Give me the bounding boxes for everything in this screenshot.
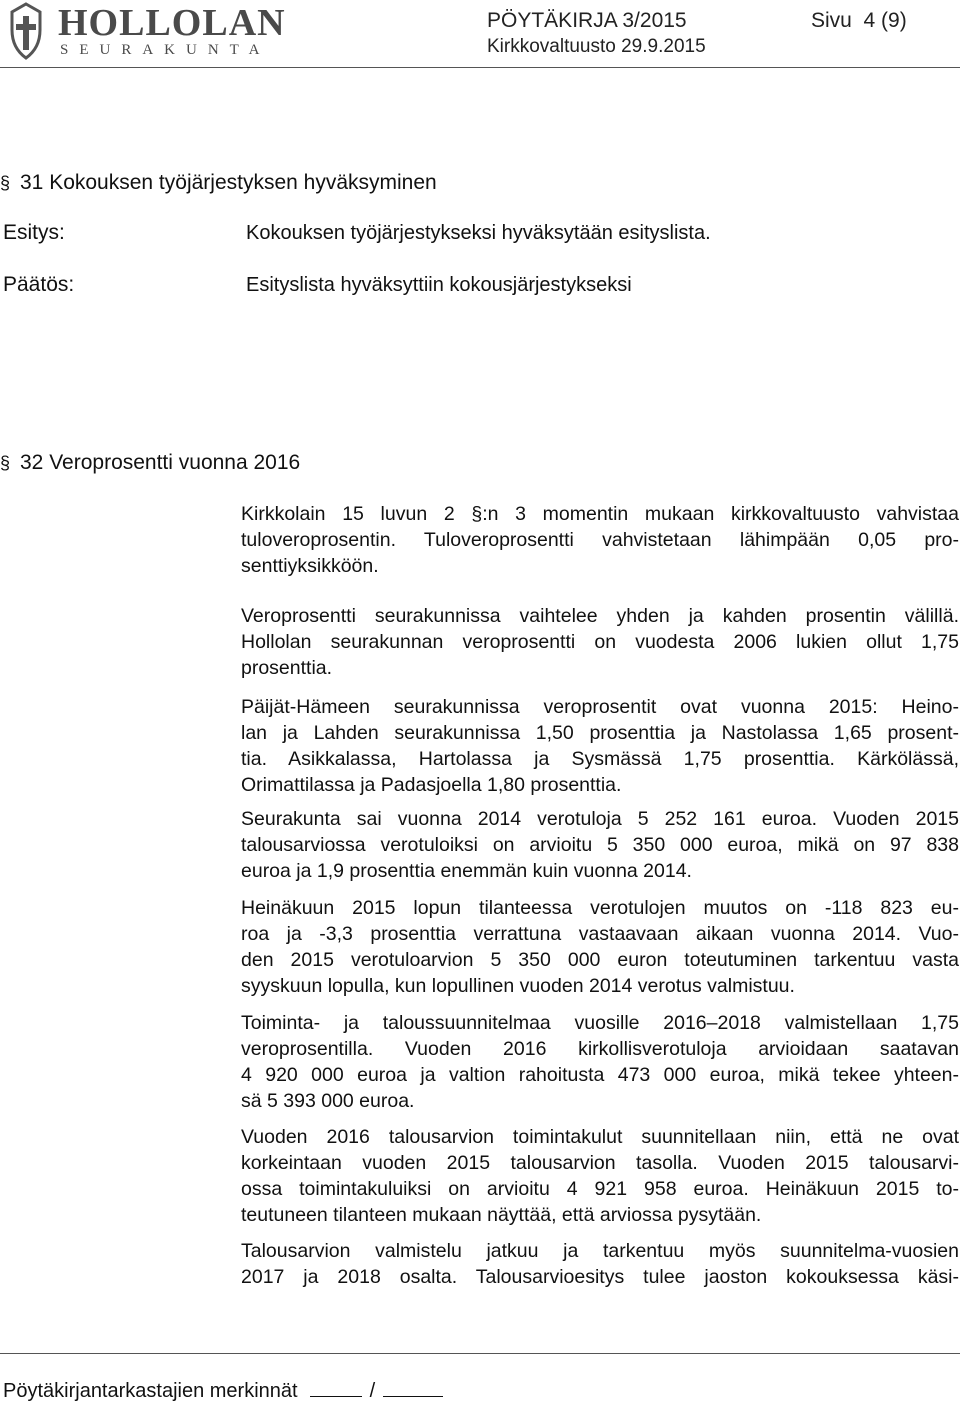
- paragraph-line: Seurakunta sai vuonna 2014 verotuloja 5 252 161 euroa. Vuoden 2015: [241, 808, 959, 830]
- paragraph-3: [241, 694, 959, 798]
- paragraph-line: tuloveroprosentin. Tuloveroprosentti vahvistetaan lähimpään 0,05 pro-: [241, 529, 959, 551]
- paragraph-7: [241, 1124, 959, 1228]
- page-header: [0, 0, 960, 70]
- logo-subtitle: SEURAKUNTA: [60, 42, 271, 58]
- paragraph-line: 2017 ja 2018 osalta. Talousarvioesitys tulee jaoston kokouksessa käsi-: [241, 1266, 959, 1288]
- paragraph-line: den 2015 verotuloarvion 5 350 000 euron toteutuminen tarkentuu vasta: [241, 949, 959, 971]
- paragraph-line: Vuoden 2016 talousarvion toimintakulut suunnitellaan niin, että ne ovat: [241, 1126, 959, 1148]
- paragraph-line: prosenttia.: [241, 657, 333, 679]
- section-32-heading: [0, 450, 300, 476]
- paragraph-6: [241, 1010, 959, 1114]
- paragraph-line: lan ja Lahden seurakunnissa 1,50 prosenttia ja Nastolassa 1,65 prosent-: [241, 722, 959, 744]
- esitys-text: Kokouksen työjärjestykseksi hyväksytään esityslista.: [246, 222, 711, 244]
- logo-name: HOLLOLAN: [58, 2, 286, 44]
- section-31-heading: [0, 170, 437, 196]
- church-cross-logo-icon: [2, 2, 50, 60]
- paatos-text: Esityslista hyväksyttiin kokousjärjestykseksi: [246, 274, 632, 296]
- footer-label: Pöytäkirjantarkastajien merkinnät: [3, 1380, 298, 1402]
- section-31-title: 31 Kokouksen työjärjestyksen hyväksyminen: [20, 171, 437, 194]
- paragraph-line: syyskuun lopulla, kun lopullinen vuoden 2014 verotus valmistuu.: [241, 975, 795, 997]
- footer: [3, 1380, 443, 1403]
- paragraph-line: Veroprosentti seurakunnissa vaihtelee yhden ja kahden prosentin välillä.: [241, 605, 959, 627]
- paragraph-line: teutuneen tilanteen mukaan näyttää, että arviossa pysytään.: [241, 1204, 762, 1226]
- footer-divider: [0, 1353, 960, 1354]
- document-title: PÖYTÄKIRJA 3/2015: [487, 9, 687, 32]
- initials-blank-2: [383, 1380, 443, 1397]
- paragraph-line: veroprosentilla. Vuoden 2016 kirkollisverotuloja arvioidaan saatavan: [241, 1038, 959, 1060]
- paragraph-line: Hollolan seurakunnan veroprosentti on vuodesta 2006 lukien ollut 1,75: [241, 631, 959, 653]
- paragraph-8: [241, 1238, 959, 1290]
- initials-blank-1: [310, 1380, 362, 1397]
- section-sign-icon: §: [0, 173, 11, 193]
- footer-slash: /: [369, 1380, 376, 1402]
- paragraph-1: [241, 501, 959, 579]
- paragraph-line: Heinäkuun 2015 lopun tilanteessa verotulojen muutos on -118 823 eu-: [241, 897, 959, 919]
- paragraph-2: [241, 603, 959, 681]
- paatos-label: Päätös:: [3, 273, 75, 296]
- paragraph-line: Orimattilassa ja Padasjoella 1,80 prosenttia.: [241, 774, 622, 796]
- paragraph-line: euroa ja 1,9 prosenttia enemmän kuin vuonna 2014.: [241, 860, 692, 882]
- paragraph-line: Päijät-Hämeen seurakunnissa veroprosentit ovat vuonna 2015: Heino-: [241, 696, 959, 718]
- section-32-title: 32 Veroprosentti vuonna 2016: [20, 451, 301, 474]
- paragraph-line: talousarviossa verotuloiksi on arvioitu 5 350 000 euroa, mikä on 97 838: [241, 834, 959, 856]
- page-number: Sivu 4 (9): [811, 9, 907, 32]
- paragraph-line: Talousarvion valmistelu jatkuu ja tarkentuu myös suunnitelma-vuosien: [241, 1240, 959, 1262]
- paragraph-line: roa ja -3,3 prosenttia verrattuna vastaavaan aikaan vuonna 2014. Vuo-: [241, 923, 959, 945]
- paragraph-line: ossa toimintakuluiksi on arvioitu 4 921 958 euroa. Heinäkuun 2015 to-: [241, 1178, 959, 1200]
- header-divider: [0, 67, 960, 68]
- document-subtitle: Kirkkovaltuusto 29.9.2015: [487, 36, 706, 57]
- paragraph-5: [241, 895, 959, 999]
- paragraph-line: Kirkkolain 15 luvun 2 §:n 3 momentin mukaan kirkkovaltuusto vahvistaa: [241, 503, 959, 525]
- paragraph-line: 4 920 000 euroa ja valtion rahoitusta 473 000 euroa, mikä tekee yhteen-: [241, 1064, 959, 1086]
- esitys-label: Esitys:: [3, 221, 65, 244]
- paragraph-line: tia. Asikkalassa, Hartolassa ja Sysmässä 1,75 prosenttia. Kärkölässä,: [241, 748, 959, 770]
- paragraph-line: sä 5 393 000 euroa.: [241, 1090, 415, 1112]
- section-sign-icon: §: [0, 453, 11, 473]
- paragraph-4: [241, 806, 959, 884]
- paragraph-line: senttiyksikköön.: [241, 555, 379, 577]
- paragraph-line: Toiminta- ja taloussuunnitelmaa vuosille 2016–2018 valmistellaan 1,75: [241, 1012, 959, 1034]
- paragraph-line: korkeintaan vuoden 2015 talousarvion tasolla. Vuoden 2015 talousarvi-: [241, 1152, 959, 1174]
